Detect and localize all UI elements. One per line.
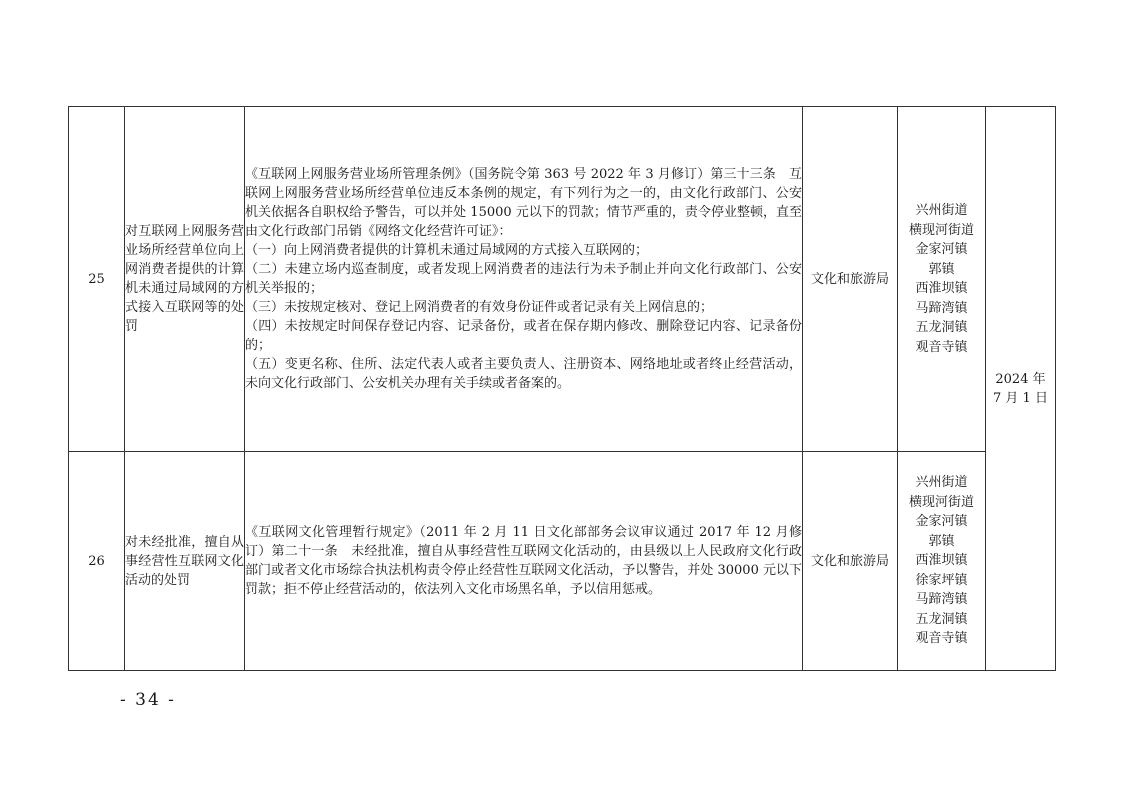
jurisdiction-item: 西淮坝镇 <box>915 281 968 296</box>
jurisdiction-item: 徐家坪镇 <box>915 572 968 588</box>
penalty-item: 对互联网上网服务营业场所经营单位向上网消费者提供的计算机未通过局域网的方式接入互联网等的处罚 <box>125 107 245 452</box>
basis-paragraph: 《互联网文化管理暂行规定》（2011 年 2 月 11 日文化部部务会议审议通过 2017 年 12 月修订）第二十一条 未经批准，擅自从事经营性互联网文化活动的，由县级以上人民政府文化行政部门或者文化市场综合执法机构责令停止经营性互联网文化活动，予以警告，并处 30000 元以下罚款；拒不停止经营活动的，依法列入文化市场黑名单，予以信用惩戒。 <box>245 525 802 597</box>
jurisdiction-item: 金家河镇 <box>915 242 968 257</box>
jurisdiction-item: 马蹄湾镇 <box>915 592 968 608</box>
effective-date: 2024 年 7 月 1 日 <box>986 107 1056 671</box>
jurisdiction-item: 观音寺镇 <box>915 631 968 647</box>
jurisdiction-item: 兴州街道 <box>915 475 968 491</box>
jurisdiction-item: 金家河镇 <box>915 514 968 530</box>
jurisdiction-item: 西淮坝镇 <box>915 553 968 569</box>
legal-basis <box>245 107 803 452</box>
row-number: 26 <box>69 452 125 671</box>
power-list-table <box>68 106 1056 671</box>
jurisdiction-item: 五龙洞镇 <box>915 320 968 335</box>
jurisdiction-item: 兴州街道 <box>915 203 968 218</box>
jurisdiction-item: 观音寺镇 <box>915 339 968 355</box>
jurisdiction-item: 马蹄湾镇 <box>915 300 968 316</box>
jurisdiction-item: 郭镇 <box>928 261 955 277</box>
basis-paragraph: 《互联网上网服务营业场所管理条例》（国务院令第 363 号 2022 年 3 月修订）第三十三条 互联网上网服务营业场所经营单位违反本条例的规定，有下列行为之一的，由文化行政部门、公安机关依据各自职权给予警告，可以并处 15000 元以下的罚款；情节严重的，责令停业整顿，直至由文化行政部门吊销《网络文化经营许可证》： <box>245 167 802 239</box>
jurisdiction-item: 横现河街道 <box>908 222 974 238</box>
table-row <box>69 452 1056 671</box>
basis-paragraph: （四）未按规定时间保存登记内容、记录备份，或者在保存期内修改、删除登记内容、记录备份的； <box>245 319 802 353</box>
jurisdiction-list <box>898 452 986 671</box>
table-row <box>69 107 1056 452</box>
basis-paragraph: （三）未按规定核对、登记上网消费者的有效身份证件或者记录有关上网信息的； <box>245 300 714 315</box>
department: 文化和旅游局 <box>803 107 898 452</box>
jurisdiction-item: 横现河街道 <box>908 494 974 510</box>
jurisdiction-list <box>898 107 986 452</box>
penalty-item: 对未经批准，擅自从事经营性互联网文化活动的处罚 <box>125 452 245 671</box>
basis-paragraph: （五）变更名称、住所、法定代表人或者主要负责人、注册资本、网络地址或者终止经营活动，未向文化行政部门、公安机关办理有关手续或者备案的。 <box>245 357 802 391</box>
jurisdiction-item: 郭镇 <box>928 533 955 549</box>
page-number: - 34 - <box>120 690 176 710</box>
basis-paragraph: （二）未建立场内巡查制度，或者发现上网消费者的违法行为未予制止并向文化行政部门、公安机关举报的； <box>245 262 802 296</box>
legal-basis <box>245 452 803 671</box>
department: 文化和旅游局 <box>803 452 898 671</box>
basis-paragraph: （一）向上网消费者提供的计算机未通过局域网的方式接入互联网的； <box>245 243 649 258</box>
jurisdiction-item: 五龙洞镇 <box>915 611 968 627</box>
row-number: 25 <box>69 107 125 452</box>
